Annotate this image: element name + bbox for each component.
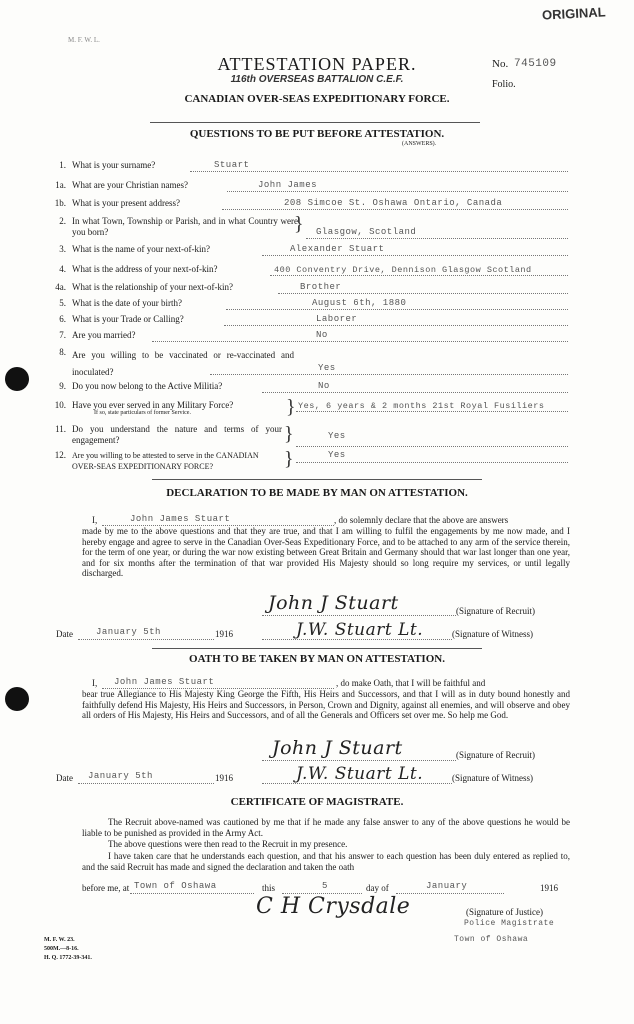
q11-leader — [296, 446, 568, 447]
oath-date-line — [78, 783, 214, 784]
q7-number: 7. — [59, 330, 66, 340]
q4-answer: 400 Conventry Drive, Dennison Glasgow Scotland — [274, 265, 532, 275]
oath-witness-signature: J.W. Stuart Lt. — [296, 764, 424, 784]
q4a-leader — [278, 293, 568, 294]
declaration-date: January 5th — [96, 627, 161, 637]
oath-recruit-signature: John J Stuart — [272, 737, 403, 759]
q6-number: 6. — [59, 314, 66, 324]
q5-text: What is the date of your birth? — [72, 298, 182, 308]
oath-recruit-label: (Signature of Recruit) — [456, 750, 535, 760]
oath-date-label: Date — [56, 773, 73, 783]
declaration-line1: , do solemnly declare that the above are answers — [334, 515, 509, 525]
battalion-stamp: 116th OVERSEAS BATTALION C.E.F. — [230, 74, 404, 85]
q3-leader — [262, 255, 568, 256]
q1a-answer: John James — [258, 180, 318, 190]
q5-leader — [226, 309, 568, 310]
punch-hole-top — [5, 367, 29, 391]
q8-number: 8. — [59, 347, 66, 357]
certificate-this-label: this — [262, 883, 276, 893]
q2-answer: Glasgow, Scotland — [316, 227, 417, 237]
oath-date: January 5th — [88, 771, 153, 781]
q3-text: What is the name of your next-of-kin? — [72, 244, 210, 254]
certificate-month: January — [426, 881, 468, 891]
form-title: ATTESTATION PAPER. — [217, 54, 417, 74]
q11-answer: Yes — [328, 431, 346, 441]
q1a-leader — [227, 191, 568, 192]
certificate-day-label: day of — [366, 883, 389, 893]
q12-text: Are you willing to be attested to serve in the CANADIAN OVER-SEAS EXPEDITIONARY FORCE? — [72, 451, 259, 471]
q1b-answer: 208 Simcoe St. Oshawa Ontario, Canada — [284, 198, 503, 208]
certificate-place: Town of Oshawa — [134, 881, 217, 891]
oath-witness-label: (Signature of Witness) — [452, 773, 533, 783]
q10-text: Have you ever served in any Military Force? — [72, 400, 234, 410]
q7-text: Are you married? — [72, 330, 136, 340]
q12-leader — [296, 462, 568, 463]
declaration-date-label: Date — [56, 629, 73, 639]
certificate-para3: I have taken care that he understands each question, and that his answer to each question has been duly entered as replied to, and the said Recruit has made and signed the declaration and taken the oath — [82, 851, 570, 872]
q1-answer: Stuart — [214, 160, 250, 170]
declaration-recruit-signature: John J Stuart — [268, 592, 399, 614]
q11-text: Do you understand the nature and terms of your engagement? — [72, 424, 282, 445]
q9-answer: No — [318, 381, 330, 391]
certificate-place-line — [130, 893, 254, 894]
corner-marks: M. F. W. L. — [68, 36, 100, 44]
certificate-para1: The Recruit above-named was cautioned by me that if he made any false answer to any of the above questions he would be liable to be punished as provided in the Army Act. — [82, 817, 570, 838]
q5-answer: August 6th, 1880 — [312, 298, 407, 308]
q4a-text: What is the relationship of your next-of-kin? — [72, 282, 233, 292]
q10-number: 10. — [54, 400, 66, 410]
oath-line1: , do make Oath, that I will be faithful and — [336, 678, 486, 688]
q7-answer: No — [316, 330, 328, 340]
q1b-leader — [222, 209, 568, 210]
oath-name: John James Stuart — [114, 677, 215, 687]
q6-answer: Laborer — [316, 314, 358, 324]
certificate-before-label: before me, at — [82, 883, 130, 893]
certificate-day: 5 — [322, 881, 328, 891]
declaration-witness-line — [262, 639, 452, 640]
q8-answer: Yes — [318, 363, 336, 373]
oath-body: bear true Allegiance to His Majesty King George the Fifth, His Heirs and Successors, and that I will as in duty bound honestly and faithfully defend His Majesty, His Heirs and Successors, in Person, Crown and Dignity, against all enemies, and will observe and obey all orders of His Majesty, His Heirs and Successors, and of all the Generals and Officers set over me. So help me God. — [82, 689, 570, 720]
form-code-3: H. Q. 1772-39-341. — [44, 955, 92, 961]
questions-heading: QUESTIONS TO BE PUT BEFORE ATTESTATION. — [189, 128, 445, 140]
q2-text: In what Town, Township or Parish, and in what Country were you born? — [72, 216, 298, 237]
q9-number: 9. — [59, 381, 66, 391]
q1-text: What is your surname? — [72, 160, 156, 170]
oath-year: 1916 — [215, 773, 233, 783]
justice-label: (Signature of Justice) — [466, 907, 543, 917]
q2-leader — [306, 238, 568, 239]
q1b-number: 1b. — [54, 198, 66, 208]
punch-hole-bottom — [5, 687, 29, 711]
certificate-year: 1916 — [540, 883, 558, 893]
form-code-2: 500M.—8-16. — [44, 946, 79, 952]
q5-number: 5. — [59, 298, 66, 308]
declaration-date-line — [78, 639, 214, 640]
q7-leader — [152, 341, 568, 342]
answers-label: (ANSWERS). — [402, 141, 437, 147]
force-title: CANADIAN OVER-SEAS EXPEDITIONARY FORCE. — [184, 93, 450, 105]
form-code-1: M. F. W. 23. — [44, 937, 75, 943]
oath-rule — [152, 648, 482, 649]
number-label: No. — [492, 58, 509, 70]
magistrate-town: Town of Oshawa — [454, 935, 529, 944]
q1-leader — [190, 171, 568, 172]
declaration-rule — [152, 479, 482, 480]
declaration-name: John James Stuart — [130, 514, 231, 524]
q3-answer: Alexander Stuart — [290, 244, 385, 254]
q2-number: 2. — [59, 216, 66, 226]
q12-brace: } — [284, 448, 294, 470]
q6-leader — [224, 325, 568, 326]
declaration-witness-signature: J.W. Stuart Lt. — [296, 620, 424, 640]
declaration-year: 1916 — [215, 629, 233, 639]
oath-lead: I, — [92, 678, 98, 688]
q4-number: 4. — [59, 264, 66, 274]
oath-heading: OATH TO BE TAKEN BY MAN ON ATTESTATION. — [189, 653, 445, 665]
q12-answer: Yes — [328, 450, 346, 460]
q4a-number: 4a. — [55, 282, 66, 292]
q3-number: 3. — [59, 244, 66, 254]
oath-recruit-line — [262, 760, 456, 761]
q4a-answer: Brother — [300, 282, 342, 292]
q6-text: What is your Trade or Calling? — [72, 314, 184, 324]
oath-witness-line — [262, 783, 452, 784]
q8-leader — [210, 374, 568, 375]
original-stamp: ORIGINAL — [541, 4, 606, 23]
declaration-recruit-label: (Signature of Recruit) — [456, 606, 535, 616]
q10-answer: Yes, 6 years & 2 months 21st Royal Fusiliers — [298, 401, 545, 411]
q1a-text: What are your Christian names? — [72, 180, 188, 190]
q9-text: Do you now belong to the Active Militia? — [72, 381, 223, 391]
declaration-recruit-line — [262, 615, 456, 616]
magistrate-title: Police Magistrate — [464, 919, 555, 928]
q1a-number: 1a. — [55, 180, 66, 190]
declaration-witness-label: (Signature of Witness) — [452, 629, 533, 639]
q8-text: Are you willing to be vaccinated or re-vaccinated and inoculated? — [72, 350, 294, 377]
certificate-para2: The above questions were then read to the Recruit in my presence. — [108, 839, 348, 849]
declaration-body: made by me to the above questions and that they are true, and that I am willing to fulfil the engagements by me now made, and I hereby engage and agree to serve in the Canadian Over-Seas Expeditionary Force, and to be attached to any arm of the service therein, for the term of one year, or during the war now existing between Great Britain and Germany should that war last longer than one year, and for six months after the termination of that war provided His Majesty should so long require my services, or until legally discharged. — [82, 526, 570, 578]
folio-label: Folio. — [492, 79, 516, 90]
q4-text: What is the address of your next-of-kin? — [72, 264, 218, 274]
q10-brace: } — [286, 396, 296, 418]
declaration-heading: DECLARATION TO BE MADE BY MAN ON ATTESTATION. — [166, 487, 468, 499]
q12-number: 12. — [54, 450, 66, 460]
declaration-lead: I, — [92, 515, 98, 525]
q9-leader — [262, 392, 568, 393]
q11-number: 11. — [55, 424, 66, 434]
q10-note: If so, state particulars of former Service. — [94, 410, 191, 416]
q1b-text: What is your present address? — [72, 198, 180, 208]
justice-signature: C H Crysdale — [256, 894, 411, 919]
header-rule — [150, 122, 480, 123]
q2-brace: } — [294, 213, 304, 235]
regimental-number: 745109 — [514, 58, 557, 70]
q1-number: 1. — [59, 160, 66, 170]
certificate-month-line — [396, 893, 504, 894]
certificate-heading: CERTIFICATE OF MAGISTRATE. — [230, 796, 404, 808]
q11-brace: } — [284, 423, 294, 445]
